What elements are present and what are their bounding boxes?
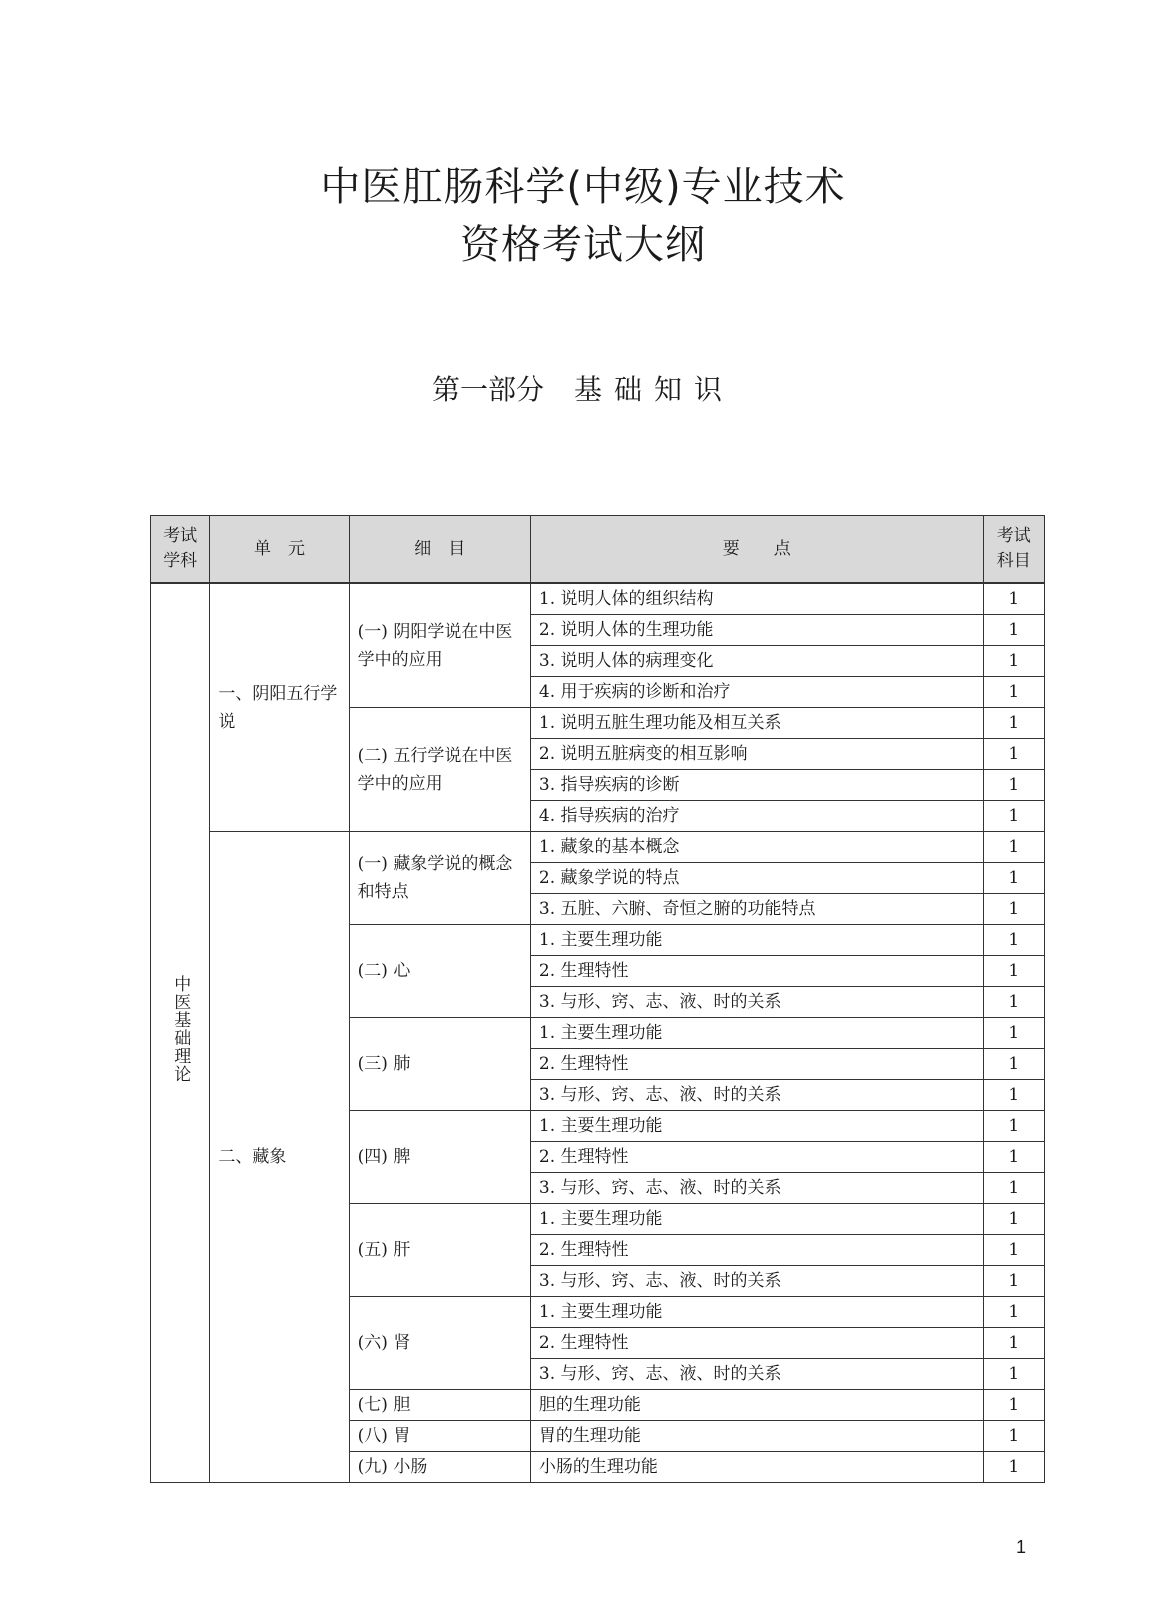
exam-cell: 1: [983, 1080, 1044, 1111]
point-cell: 3. 与形、窍、志、液、时的关系: [530, 987, 983, 1018]
subject-cell: [151, 583, 210, 1483]
point-cell: 1. 说明人体的组织结构: [530, 583, 983, 615]
detail-cell: (三) 肺: [349, 1018, 530, 1111]
point-cell: 3. 指导疾病的诊断: [530, 770, 983, 801]
detail-cell: (七) 胆: [349, 1390, 530, 1421]
point-cell: 4. 指导疾病的治疗: [530, 801, 983, 832]
exam-cell: 1: [983, 1173, 1044, 1204]
point-cell: 3. 与形、窍、志、液、时的关系: [530, 1359, 983, 1390]
table-row: [151, 832, 1045, 863]
exam-cell: 1: [983, 1328, 1044, 1359]
exam-cell: 1: [983, 1421, 1044, 1452]
detail-cell: (九) 小肠: [349, 1452, 530, 1483]
detail-cell: (四) 脾: [349, 1111, 530, 1204]
exam-cell: 1: [983, 832, 1044, 863]
page-number: 1: [1015, 1537, 1026, 1557]
unit-cell: 二、藏象: [210, 832, 349, 1483]
point-cell: 3. 与形、窍、志、液、时的关系: [530, 1173, 983, 1204]
exam-cell: 1: [983, 1018, 1044, 1049]
point-cell: 1. 主要生理功能: [530, 1204, 983, 1235]
exam-cell: 1: [983, 708, 1044, 739]
exam-cell: 1: [983, 1452, 1044, 1483]
point-cell: 2. 生理特性: [530, 1142, 983, 1173]
exam-cell: 1: [983, 894, 1044, 925]
point-cell: 胃的生理功能: [530, 1421, 983, 1452]
exam-cell: 1: [983, 1204, 1044, 1235]
point-cell: 2. 生理特性: [530, 1235, 983, 1266]
point-cell: 3. 与形、窍、志、液、时的关系: [530, 1266, 983, 1297]
exam-cell: 1: [983, 615, 1044, 646]
header-exam: 考试 科目: [983, 516, 1044, 584]
exam-cell: 1: [983, 987, 1044, 1018]
header-point: 要 点: [530, 516, 983, 584]
point-cell: 2. 生理特性: [530, 1049, 983, 1080]
exam-cell: 1: [983, 1359, 1044, 1390]
table-row: [151, 583, 1045, 615]
exam-cell: 1: [983, 770, 1044, 801]
point-cell: 1. 主要生理功能: [530, 925, 983, 956]
detail-cell: (一) 阴阳学说在中医学中的应用: [349, 583, 530, 708]
exam-cell: 1: [983, 1235, 1044, 1266]
exam-cell: 1: [983, 1111, 1044, 1142]
exam-cell: 1: [983, 739, 1044, 770]
point-cell: 1. 主要生理功能: [530, 1297, 983, 1328]
point-cell: 2. 说明五脏病变的相互影响: [530, 739, 983, 770]
detail-cell: (八) 胃: [349, 1421, 530, 1452]
exam-cell: 1: [983, 677, 1044, 708]
section-part-name: 基础知识: [574, 373, 735, 406]
detail-cell: (六) 肾: [349, 1297, 530, 1390]
point-cell: 3. 与形、窍、志、液、时的关系: [530, 1080, 983, 1111]
header-subject: 考试 学科: [151, 516, 210, 584]
exam-cell: 1: [983, 925, 1044, 956]
detail-cell: (一) 藏象学说的概念和特点: [349, 832, 530, 925]
table-body: [151, 583, 1045, 1483]
detail-cell: (二) 五行学说在中医学中的应用: [349, 708, 530, 832]
exam-cell: 1: [983, 1049, 1044, 1080]
document-title-line-1: 中医肛肠科学(中级)专业技术: [320, 164, 846, 210]
point-cell: 2. 生理特性: [530, 1328, 983, 1359]
table-header-row: [151, 516, 1045, 584]
document-title-line-2: 资格考试大纲: [460, 222, 706, 268]
point-cell: 2. 说明人体的生理功能: [530, 615, 983, 646]
exam-cell: 1: [983, 1390, 1044, 1421]
exam-cell: 1: [983, 863, 1044, 894]
exam-cell: 1: [983, 1266, 1044, 1297]
exam-cell: 1: [983, 801, 1044, 832]
point-cell: 4. 用于疾病的诊断和治疗: [530, 677, 983, 708]
point-cell: 3. 说明人体的病理变化: [530, 646, 983, 677]
exam-cell: 1: [983, 1297, 1044, 1328]
exam-cell: 1: [983, 646, 1044, 677]
point-cell: 2. 生理特性: [530, 956, 983, 987]
point-cell: 3. 五脏、六腑、奇恒之腑的功能特点: [530, 894, 983, 925]
header-unit: 单 元: [210, 516, 349, 584]
point-cell: 胆的生理功能: [530, 1390, 983, 1421]
syllabus-table: [150, 515, 1045, 1483]
point-cell: 2. 藏象学说的特点: [530, 863, 983, 894]
detail-cell: (五) 肝: [349, 1204, 530, 1297]
exam-cell: 1: [983, 956, 1044, 987]
subject-label: 中医基础理论: [170, 974, 191, 1083]
point-cell: 小肠的生理功能: [530, 1452, 983, 1483]
exam-cell: 1: [983, 583, 1044, 615]
detail-cell: (二) 心: [349, 925, 530, 1018]
exam-cell: 1: [983, 1142, 1044, 1173]
header-detail: 细 目: [349, 516, 530, 584]
point-cell: 1. 藏象的基本概念: [530, 832, 983, 863]
section-heading: [0, 368, 1166, 408]
point-cell: 1. 主要生理功能: [530, 1111, 983, 1142]
unit-cell: 一、阴阳五行学说: [210, 583, 349, 832]
point-cell: 1. 说明五脏生理功能及相互关系: [530, 708, 983, 739]
section-part-label: 第一部分: [431, 373, 544, 406]
point-cell: 1. 主要生理功能: [530, 1018, 983, 1049]
